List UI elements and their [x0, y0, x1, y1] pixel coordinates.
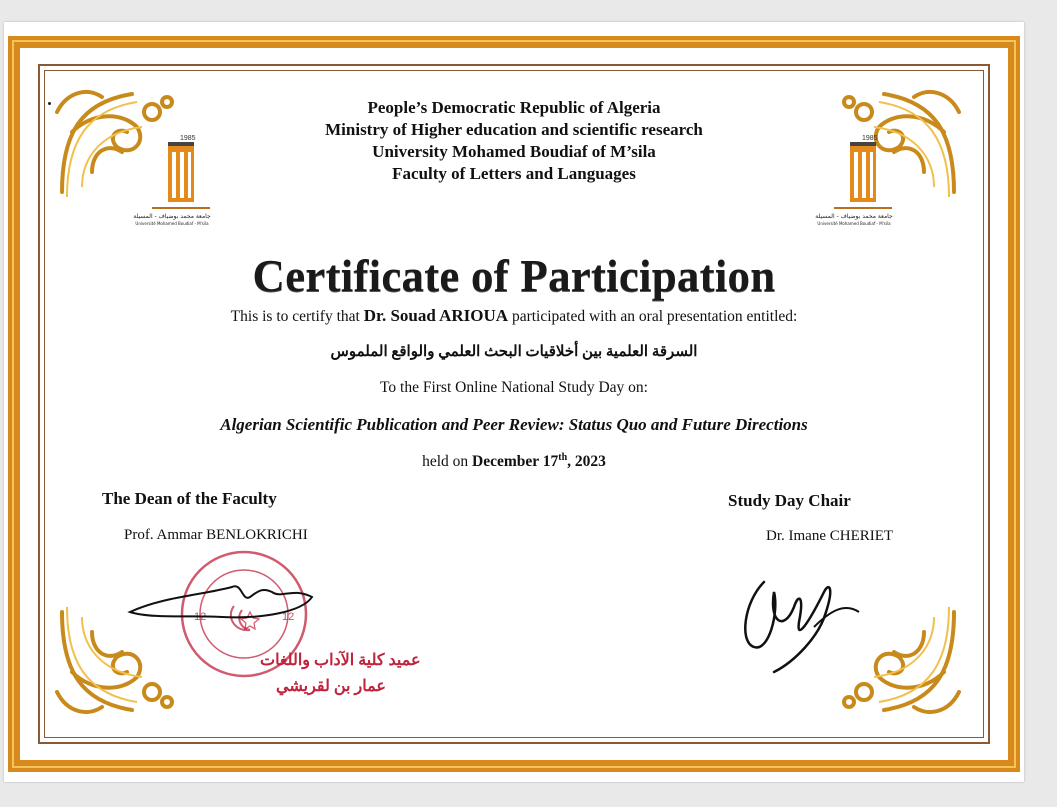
certificate-sheet	[4, 22, 1024, 782]
header-faculty: Faculty of Letters and Languages	[392, 164, 636, 183]
svg-text:Université Mohamed Boudiaf - M: Université Mohamed Boudiaf - M'sila	[817, 221, 891, 226]
svg-text:Université Mohamed Boudiaf - M: Université Mohamed Boudiaf - M'sila	[135, 221, 209, 226]
svg-text:1985: 1985	[862, 135, 878, 142]
stamp-arabic-name: عمار بن لقريشي	[276, 678, 386, 695]
stamp-arabic-title: عميد كلية الآداب واللغات	[260, 652, 421, 669]
certify-statement	[4, 306, 1024, 326]
dean-name: Prof. Ammar BENLOKRICHI	[124, 527, 308, 543]
stamp-number-left: 12	[194, 611, 207, 623]
svg-text:جامعة محمد بوضياف - المسيلة: جامعة محمد بوضياف - المسيلة	[133, 213, 211, 220]
dean-heading: The Dean of the Faculty	[102, 489, 277, 508]
chair-signature	[734, 552, 874, 682]
stamp-number-right: 12	[282, 611, 295, 623]
presentation-title-arabic: السرقة العلمية بين أخلاقيات البحث العلمي والواقع الملموس	[330, 344, 698, 360]
certify-suffix: participated with an oral presentation entitled:	[511, 308, 798, 325]
svg-text:جامعة محمد بوضياف - المسيلة: جامعة محمد بوضياف - المسيلة	[815, 213, 893, 220]
date-year: , 2023	[567, 453, 606, 471]
event-intro: To the First Online National Study Day on:	[380, 379, 648, 396]
event-title: Algerian Scientific Publication and Peer Review: Status Quo and Future Directions	[220, 415, 808, 434]
chair-name: Dr. Imane CHERIET	[766, 528, 894, 544]
chair-heading: Study Day Chair	[728, 491, 851, 510]
certificate-title: Certificate of Participation	[252, 251, 776, 301]
date-month-day: December 17	[472, 453, 559, 471]
header-university: University Mohamed Boudiaf of M’sila	[372, 142, 656, 161]
participant-name: Dr. Souad ARIOUA	[363, 306, 509, 325]
date-prefix: held on	[422, 453, 469, 471]
header-country: People’s Democratic Republic of Algeria	[367, 98, 661, 117]
logo-year: 1985	[180, 135, 196, 142]
certify-prefix: This is to certify that	[230, 308, 360, 325]
event-date	[4, 452, 1024, 471]
header-ministry: Ministry of Higher education and scientific research	[325, 120, 703, 139]
date-suffix: th	[558, 452, 568, 463]
dean-signature	[122, 557, 342, 637]
